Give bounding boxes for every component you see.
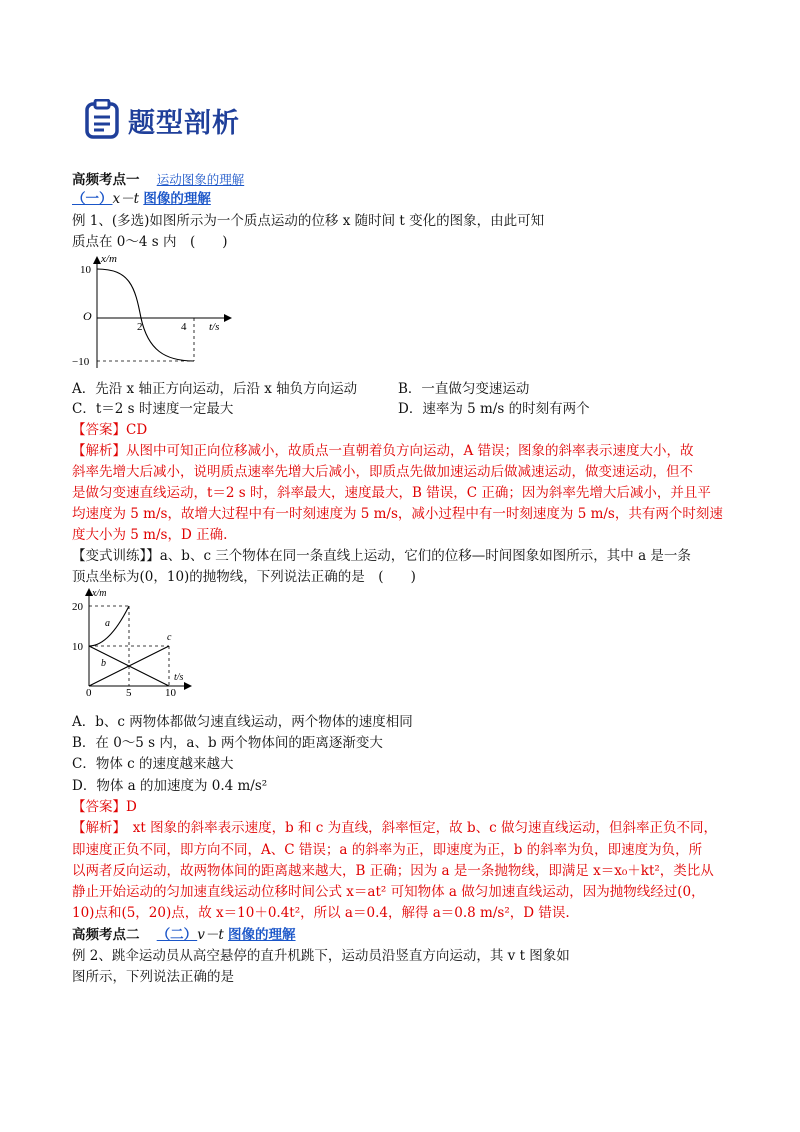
- y-tick-10: 10: [80, 264, 91, 276]
- subtopic-prefix: （一）: [72, 191, 113, 207]
- question-text: 顶点坐标为(0，10)的抛物线，下列说法正确的是 ( ): [72, 569, 416, 585]
- option-b: B．一直做匀变速运动: [398, 381, 530, 397]
- origin-label: O: [83, 309, 92, 323]
- option-d: D．速率为 5 m/s 的时刻有两个: [398, 401, 590, 417]
- x-tick-4: 4: [181, 321, 187, 333]
- topic-link[interactable]: 运动图象的理解: [156, 172, 245, 187]
- subtopic-heading: [72, 189, 211, 209]
- option-a: A．b、c 两物体都做匀速直线运动，两个物体的速度相同: [72, 714, 413, 730]
- analysis-line: 即速度正负不同，即方向不同，A、C 错误；a 的斜率为正，即速度为正，b 的斜率为负，即速度为负，所: [72, 842, 703, 858]
- subtopic-var: x－t: [112, 191, 140, 207]
- analysis-line: 是做匀变速直线运动，t＝2 s 时，斜率最大，速度最大，B 错误，C 正确；因为斜率先增大后减小，并且平: [72, 485, 711, 501]
- curve-label-a: a: [105, 618, 110, 629]
- clipboard-icon: [84, 99, 120, 143]
- topic-heading: [72, 170, 244, 190]
- section-heading: 题型剖析: [128, 108, 240, 139]
- question-text: 例 2、跳伞运动员从高空悬停的直升机跳下，运动员沿竖直方向运动，其 v t 图象如: [72, 948, 570, 964]
- question-text: 图所示，下列说法正确的是: [72, 969, 234, 985]
- x-tick-0: 0: [86, 687, 92, 698]
- x-axis-label: t/s: [174, 672, 184, 683]
- y-axis-label: x/m: [92, 588, 107, 599]
- analysis-line: 10)点和(5，20)点，故 x＝10＋0.4t²，所以 a＝0.4，解得 a＝0.8 m/s²，D 错误.: [72, 905, 570, 921]
- option-b: B．在 0～5 s 内，a、b 两个物体间的距离逐渐变大: [72, 735, 383, 751]
- option-a: A．先沿 x 轴正方向运动，后沿 x 轴负方向运动: [72, 381, 358, 397]
- y-axis-label: x/m: [101, 253, 117, 265]
- subtopic-title[interactable]: 图像的理解: [228, 927, 296, 943]
- abc-graph-figure: [70, 588, 210, 702]
- x-tick-2: 2: [137, 321, 143, 333]
- analysis-line: 【解析】 xt 图象的斜率表示速度，b 和 c 为直线，斜率恒定，故 b、c 做匀速直线运动，但斜率正负不同，: [72, 820, 717, 836]
- curve-label-c: c: [167, 632, 172, 643]
- analysis-line: 【解析】从图中可知正向位移减小，故质点一直朝着负方向运动，A 错误；图象的斜率表示速度大小，故: [72, 443, 694, 459]
- answer: 【答案】CD: [72, 422, 148, 438]
- option-c: C．物体 c 的速度越来越大: [72, 756, 234, 772]
- x-tick-10: 10: [165, 687, 176, 698]
- x-tick-5: 5: [126, 687, 132, 698]
- x-axis-label: t/s: [209, 321, 220, 333]
- topic-label: 高频考点二: [72, 927, 140, 943]
- topic-heading: [72, 925, 296, 945]
- question-text: 质点在 0～4 s 内 ( ): [72, 234, 228, 250]
- subtopic-title[interactable]: 图像的理解: [143, 191, 211, 207]
- question-text: 【变式训练】】a、b、c 三个物体在同一条直线上运动，它们的位移—时间图象如图所示，其中 a 是一条: [72, 548, 691, 564]
- y-tick-10: 10: [72, 641, 83, 653]
- analysis-line: 斜率先增大后减小，说明质点速率先增大后减小，即质点先做加速运动后做减速运动，做变速运动，但不: [72, 464, 693, 480]
- topic-label: 高频考点一: [72, 172, 140, 188]
- analysis-line: 以两者反向运动，故两物体间的距离越来越大，B 正确；因为 a 是一条抛物线，即满足 x＝x₀＋kt²，类比从: [72, 863, 714, 879]
- curve-label-b: b: [101, 658, 106, 669]
- xt-graph-figure: [70, 252, 240, 376]
- option-d: D．物体 a 的加速度为 0.4 m/s²: [72, 778, 268, 794]
- subtopic-prefix: （二）: [156, 927, 198, 943]
- analysis-line: 均速度为 5 m/s，故增大过程中有一时刻速度为 5 m/s，减小过程中有一时刻速度为 5 m/s，共有两个时刻速: [72, 506, 723, 522]
- y-tick-neg10: −10: [72, 356, 90, 368]
- answer: 【答案】D: [72, 799, 137, 815]
- xt-curve: [97, 269, 194, 361]
- analysis-line: 静止开始运动的匀加速直线运动位移时间公式 x＝at² 可知物体 a 做匀加速直线运动，因为抛物线经过(0，: [72, 884, 705, 900]
- question-text: 例 1、(多选)如图所示为一个质点运动的位移 x 随时间 t 变化的图象，由此可知: [72, 213, 545, 229]
- analysis-line: 度大小为 5 m/s，D 正确.: [72, 527, 228, 543]
- subtopic-var: v－t: [197, 927, 224, 943]
- option-c: C．t＝2 s 时速度一定最大: [72, 401, 234, 417]
- y-tick-20: 20: [72, 601, 83, 613]
